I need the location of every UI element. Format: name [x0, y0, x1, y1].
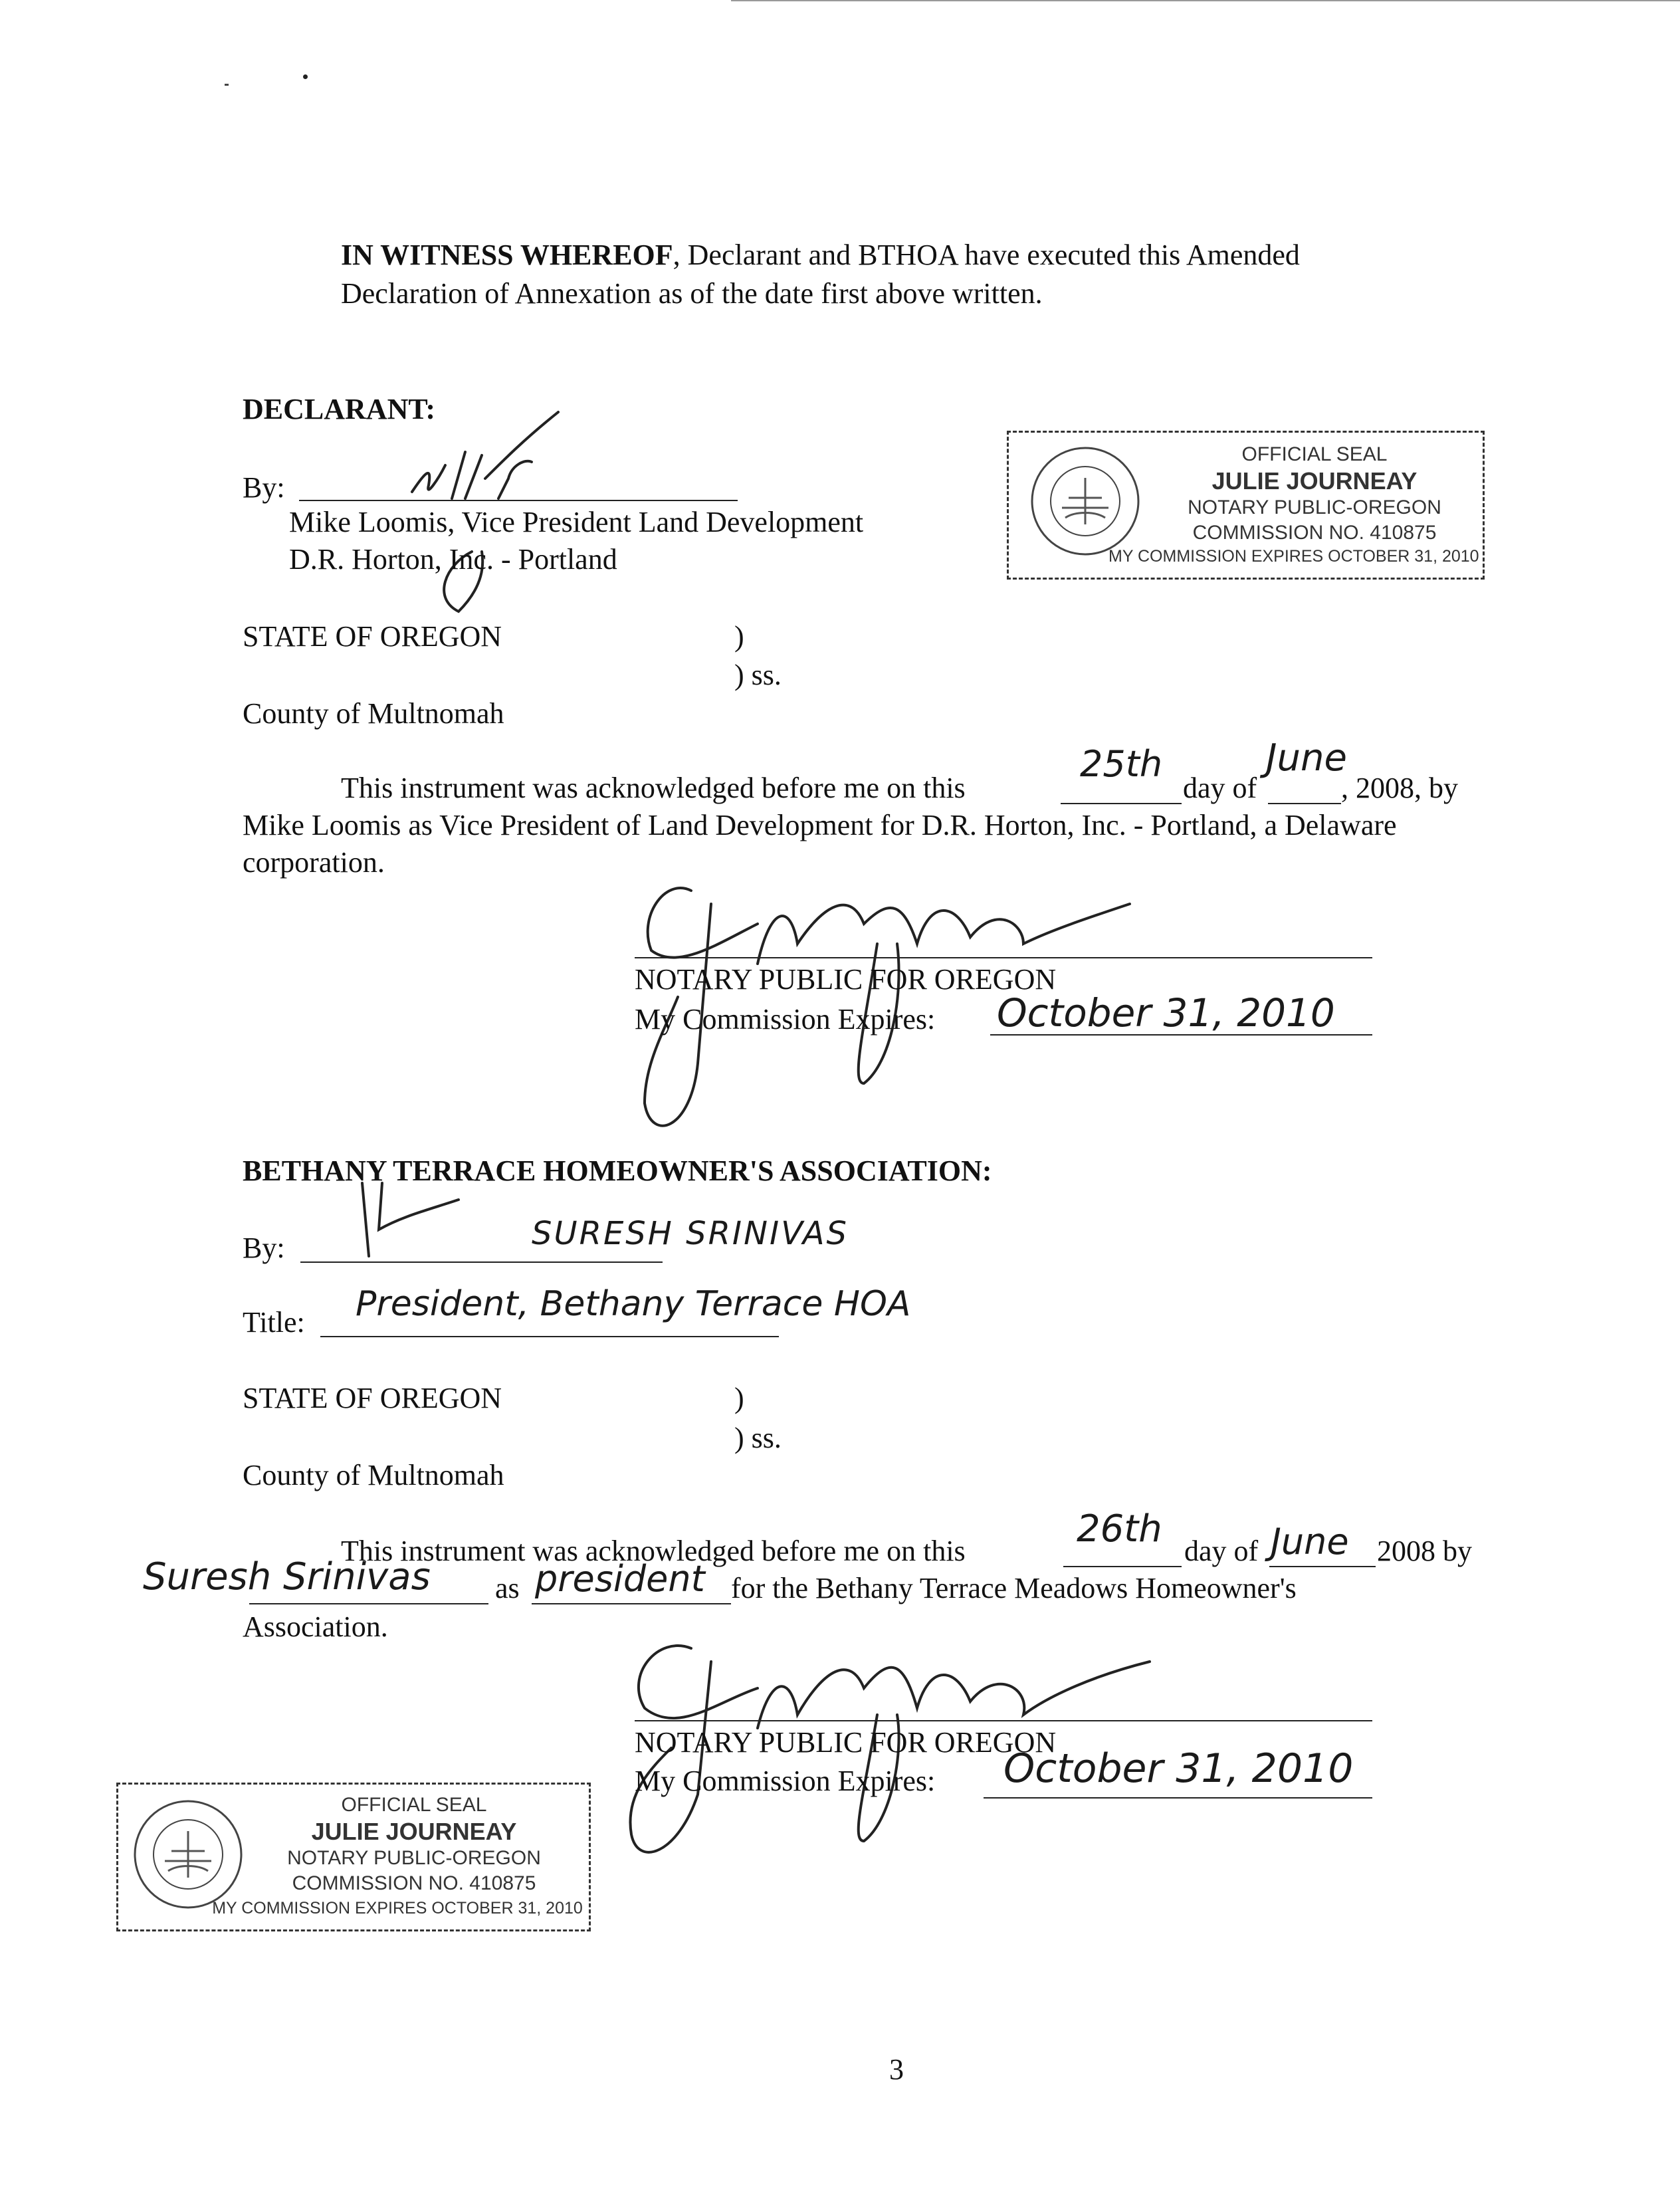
venue2-paren: ) — [734, 1382, 744, 1414]
scan-mark — [303, 74, 308, 79]
seal-role: NOTARY PUBLIC-OREGON — [287, 1847, 541, 1869]
ack2-line3: Association. — [243, 1610, 388, 1643]
venue2-ss: ) ss. — [734, 1422, 782, 1454]
seal-expires: MY COMMISSION EXPIRES OCTOBER 31, 2010 — [212, 1899, 583, 1917]
association-title-line[interactable] — [320, 1336, 779, 1337]
notary2-title: NOTARY PUBLIC FOR OREGON — [635, 1726, 1057, 1759]
ack1-part3: , 2008, by — [1341, 772, 1458, 804]
ack1-part1: This instrument was acknowledged before me on this — [341, 772, 966, 804]
ack1-month-blank[interactable] — [1268, 803, 1341, 804]
ack2-part3: 2008 by — [1377, 1535, 1472, 1567]
declarant-signer: Mike Loomis, Vice President Land Development — [289, 506, 864, 538]
scan-edge-line — [731, 0, 1680, 1]
seal-title: OFFICIAL SEAL — [341, 1794, 487, 1816]
scan-mark — [225, 84, 229, 86]
ack2-name-hand: Suresh Srinivas — [143, 1555, 431, 1598]
notary1-expires-label: My Commission Expires: — [635, 1003, 936, 1036]
notary2-expires-label: My Commission Expires: — [635, 1765, 936, 1797]
notary-seal-stamp — [1007, 431, 1485, 580]
ack2-name-blank[interactable] — [249, 1603, 488, 1604]
declarant-company: D.R. Horton, Inc. - Portland — [289, 543, 617, 576]
venue2-state: STATE OF OREGON — [243, 1382, 502, 1414]
notary2-expires-blank[interactable] — [984, 1797, 1372, 1799]
ack2-role-blank[interactable] — [532, 1603, 731, 1604]
witness-line-2: Declaration of Annexation as of the date first above written. — [341, 277, 1043, 310]
ack1-month-hand: June — [1266, 736, 1347, 780]
association-by-hand: SURESH SRINIVAS — [532, 1215, 849, 1252]
witness-lead: IN WITNESS WHEREOF — [341, 239, 673, 271]
venue1-paren: ) — [734, 620, 744, 653]
seal-title: OFFICIAL SEAL — [1241, 443, 1388, 465]
page-number: 3 — [889, 2053, 904, 2086]
seal-commission: COMMISSION NO. 410875 — [1192, 522, 1437, 544]
seal-name: JULIE JOURNEAY — [311, 1818, 517, 1845]
seal-name: JULIE JOURNEAY — [1211, 467, 1418, 494]
ack2-as-label: as — [495, 1572, 520, 1604]
ack2-role-hand: president — [535, 1558, 705, 1600]
ack2-day-hand: 26th — [1077, 1507, 1162, 1551]
seal-commission: COMMISSION NO. 410875 — [292, 1872, 536, 1894]
ack1-day-blank[interactable] — [1061, 803, 1182, 804]
ack2-month-hand: June — [1271, 1521, 1349, 1563]
witness-line-1 — [341, 238, 1300, 273]
association-title-label: Title: — [243, 1306, 305, 1339]
declarant-by-label: By: — [243, 471, 285, 504]
association-heading: BETHANY TERRACE HOMEOWNER'S ASSOCIATION: — [243, 1154, 992, 1187]
ack1-line2: Mike Loomis as Vice President of Land Development for D.R. Horton, Inc. - Portland, a Delaware — [243, 809, 1397, 841]
venue2-county: County of Multnomah — [243, 1459, 504, 1491]
venue1-state: STATE OF OREGON — [243, 620, 502, 653]
oregon-seal-emblem — [1029, 445, 1142, 558]
notary1-title: NOTARY PUBLIC FOR OREGON — [635, 963, 1057, 996]
witness-line1-rest: , Declarant and BTHOA have executed this Amended — [673, 239, 1300, 271]
ack1-part2: day of — [1183, 772, 1257, 804]
seal-role: NOTARY PUBLIC-OREGON — [1188, 496, 1441, 518]
ack2-part2: day of — [1184, 1535, 1259, 1567]
ack1-line3: corporation. — [243, 846, 385, 879]
ack2-rest: for the Bethany Terrace Meadows Homeowner's — [731, 1572, 1297, 1604]
venue1-ss: ) ss. — [734, 659, 782, 691]
ack2-day-blank[interactable] — [1063, 1566, 1182, 1567]
oregon-seal-emblem — [132, 1798, 245, 1911]
association-by-label: By: — [243, 1232, 285, 1264]
declarant-heading: DECLARANT: — [243, 393, 436, 425]
ack2-part1: This instrument was acknowledged before me on this — [341, 1535, 966, 1567]
notary2-expires-hand: October 31, 2010 — [1003, 1745, 1354, 1792]
notary1-expires-hand: October 31, 2010 — [997, 990, 1335, 1036]
seal-expires: MY COMMISSION EXPIRES OCTOBER 31, 2010 — [1108, 547, 1479, 566]
venue1-county: County of Multnomah — [243, 697, 504, 730]
association-signature — [349, 1170, 469, 1269]
notary-seal-stamp — [116, 1783, 591, 1931]
ack2-month-blank[interactable] — [1269, 1566, 1376, 1567]
association-title-hand: President, Bethany Terrace HOA — [356, 1284, 911, 1324]
association-by-line[interactable] — [300, 1261, 663, 1263]
ack1-day-hand: 25th — [1080, 743, 1163, 785]
